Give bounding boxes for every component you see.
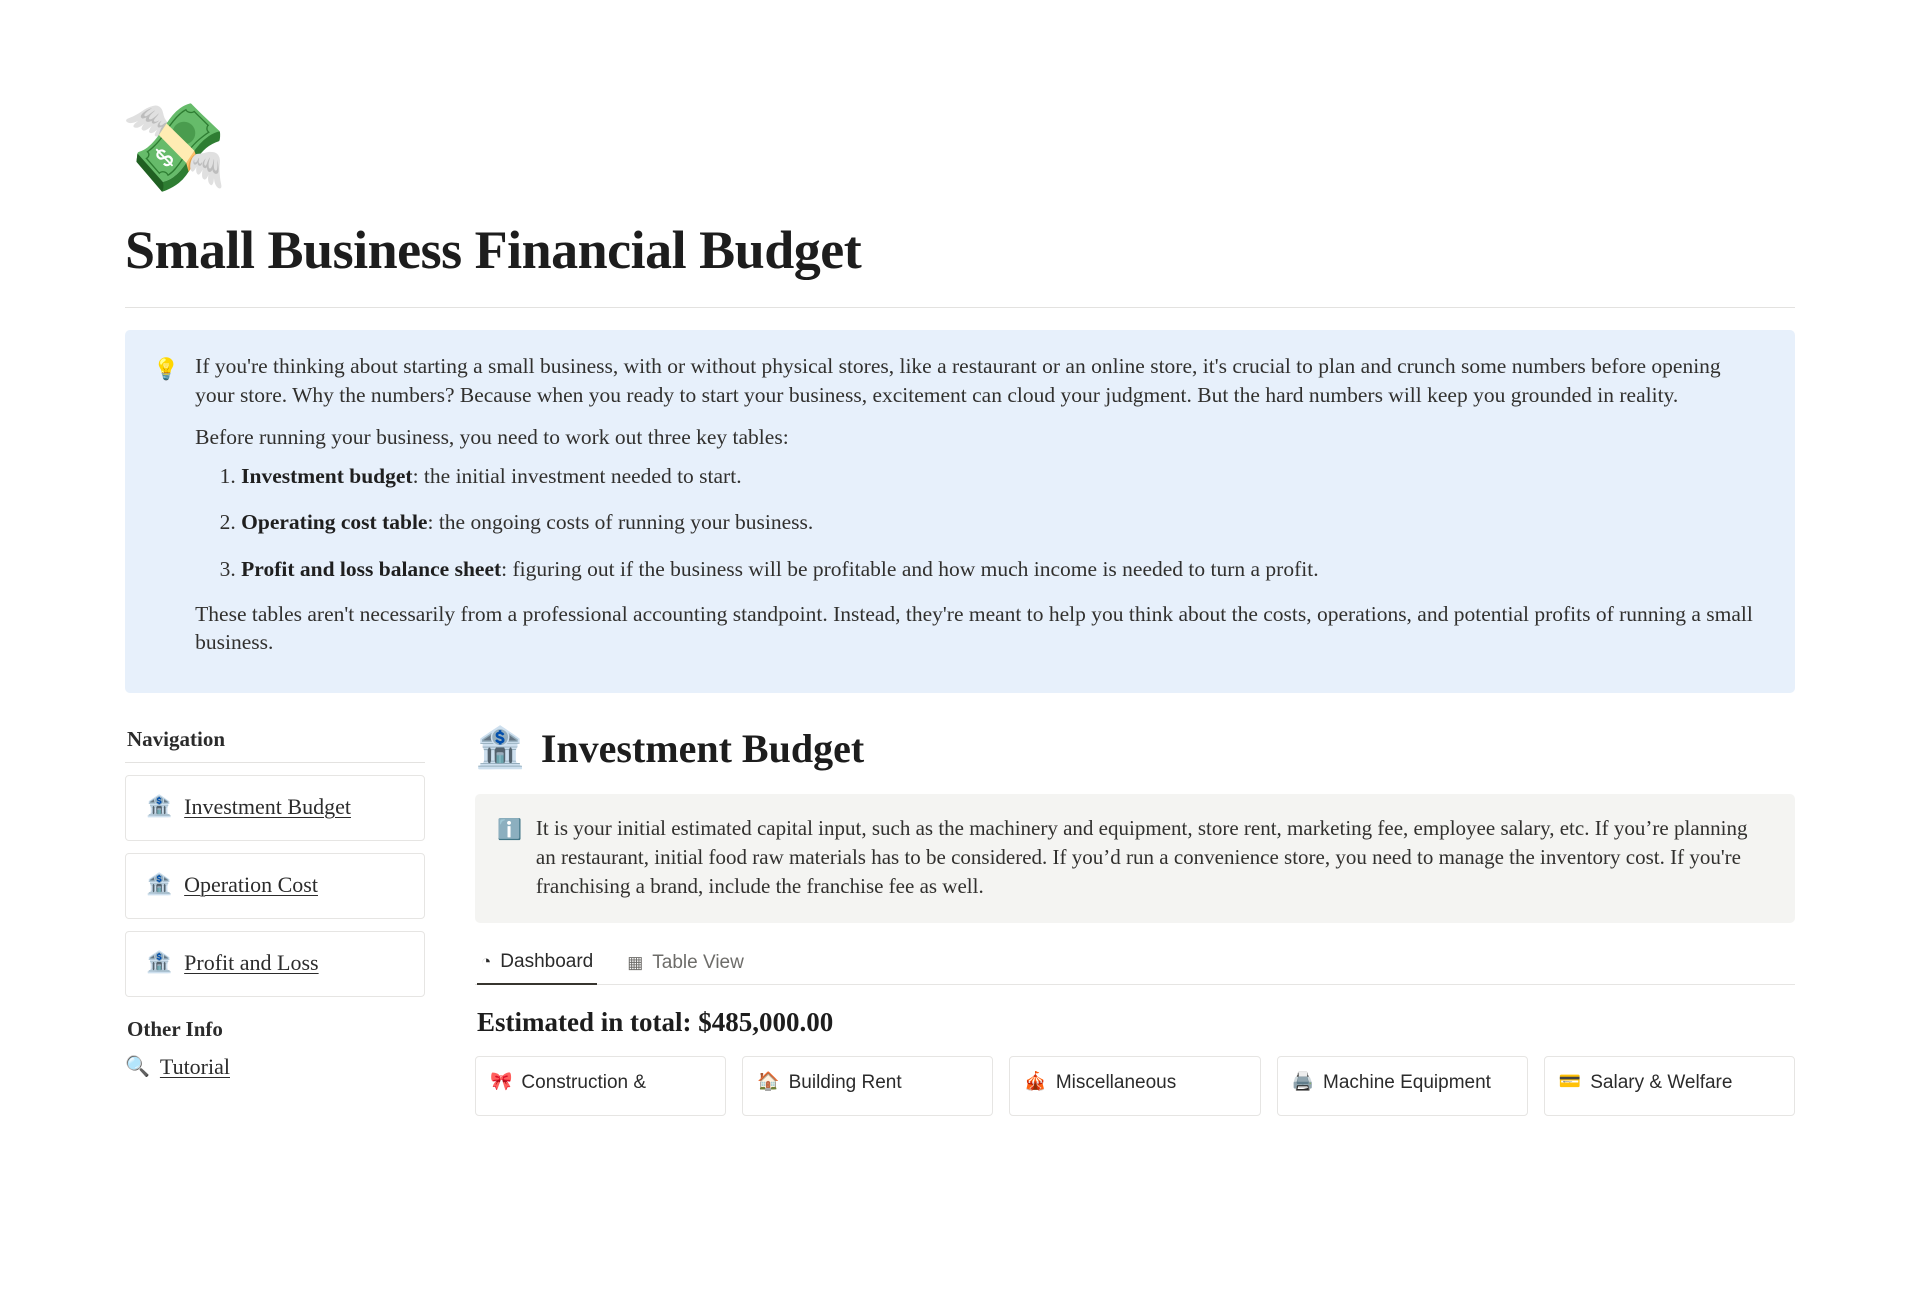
sidebar-item-operation-cost[interactable] [125,853,425,919]
navigation-heading: Navigation [127,726,226,751]
circus-tent-icon: 🎪 [1024,1070,1047,1091]
category-card-label: Building Rent [788,1071,902,1093]
printer-icon: 🖨️ [1291,1070,1315,1091]
info-callout-text: It is your initial estimated capital input, such as the machinery and equipment, store rent, marketing fee, employee salary, etc. If you’re planning an restaurant, initial food raw materials has to be considered. If you’d run a convenience store, you need to manage the inventory cost. If you're franchising a brand, include the franchise fee as well. [535,815,1748,898]
category-card-building-rent[interactable] [742,1056,993,1116]
page-emoji-icon: 💸 [121,100,229,196]
category-card-miscellaneous[interactable] [1009,1056,1260,1116]
information-icon: ℹ️ [497,818,522,841]
info-callout [475,794,1795,923]
tab-label: Dashboard [500,950,594,972]
credit-card-icon: 💳 [1558,1070,1582,1091]
house-icon: 🏠 [757,1070,780,1091]
intro-paragraph-1: If you're thinking about starting a small business, with or without physical stores, like a restaurant or an online store, it's crucial to plan and crunch some numbers before opening your store. Why the numbers? Because when you ready to start your business, excitement can cloud your judgment. But the hard numbers will keep you grounded in reality. [195,354,1721,407]
tab-table-view[interactable] [623,944,748,984]
intro-callout-body [195,352,1761,667]
list-item-term: Operating cost table [241,510,428,535]
bank-icon: 🏦 [146,872,173,897]
navigation-column [125,723,425,1116]
sidebar-item-label: Profit and Loss [184,949,319,975]
bank-icon: 🏦 [146,950,173,975]
sidebar-item-profit-and-loss[interactable] [125,931,425,997]
sidebar-item-investment-budget[interactable] [125,775,425,841]
category-card-label: Construction & [521,1071,647,1093]
navigation-divider [125,762,425,763]
view-tabs [475,943,1795,985]
sidebar-item-label: Operation Cost [184,871,318,897]
magnifier-icon: 🔍 [125,1056,150,1079]
category-card-construction[interactable] [475,1056,726,1116]
page-title: Small Business Financial Budget [125,220,862,280]
content-columns [125,723,1795,1116]
category-cards [475,1056,1795,1116]
list-item-term: Investment budget [241,463,413,488]
category-card-label: Machine Equipment [1323,1071,1491,1093]
category-card-label: Miscellaneous [1055,1071,1177,1093]
title-divider [125,307,1795,308]
bank-icon: 🏦 [146,794,173,819]
sidebar-item-label: Tutorial [159,1053,230,1079]
intro-paragraph-3: These tables aren't necessarily from a professional accounting standpoint. Instead, they're meant to help you think about the costs, operations, and potential profits of running a small business. [195,601,1753,655]
list-item [241,508,1761,537]
pie-chart-icon: ◔ [481,951,492,971]
database-title-text: Investment Budget [540,725,865,771]
table-icon: ▦ [627,952,644,972]
sidebar-item-label: Investment Budget [184,793,351,819]
list-item-rest: : the ongoing costs of running your business. [427,510,814,535]
lightbulb-icon: 💡 [153,357,180,381]
intro-list [195,462,1761,584]
tab-label: Table View [652,951,744,973]
list-item-rest: : the initial investment needed to start. [412,463,742,488]
category-card-label: Salary & Welfare [1590,1071,1733,1093]
list-item-term: Profit and loss balance sheet [241,556,502,581]
tab-dashboard[interactable] [477,943,597,985]
intro-callout [125,330,1795,693]
estimated-total: Estimated in total: $485,000.00 [477,1006,834,1037]
ribbon-icon: 🎀 [490,1070,513,1091]
other-info-heading: Other Info [127,1016,223,1041]
bank-icon: 🏦 [475,725,525,771]
list-item-rest: : figuring out if the business will be profitable and how much income is needed to turn a profit. [501,556,1319,581]
intro-paragraph-2: Before running your business, you need to work out three key tables: [195,425,789,450]
category-card-salary-welfare[interactable] [1544,1056,1795,1116]
main-column [475,723,1795,1116]
category-card-machine-equipment[interactable] [1277,1056,1528,1116]
database-title [475,725,1795,772]
list-item [241,462,1761,491]
document-page [0,100,1920,1116]
sidebar-item-tutorial[interactable] [125,1054,425,1080]
list-item [241,555,1761,584]
